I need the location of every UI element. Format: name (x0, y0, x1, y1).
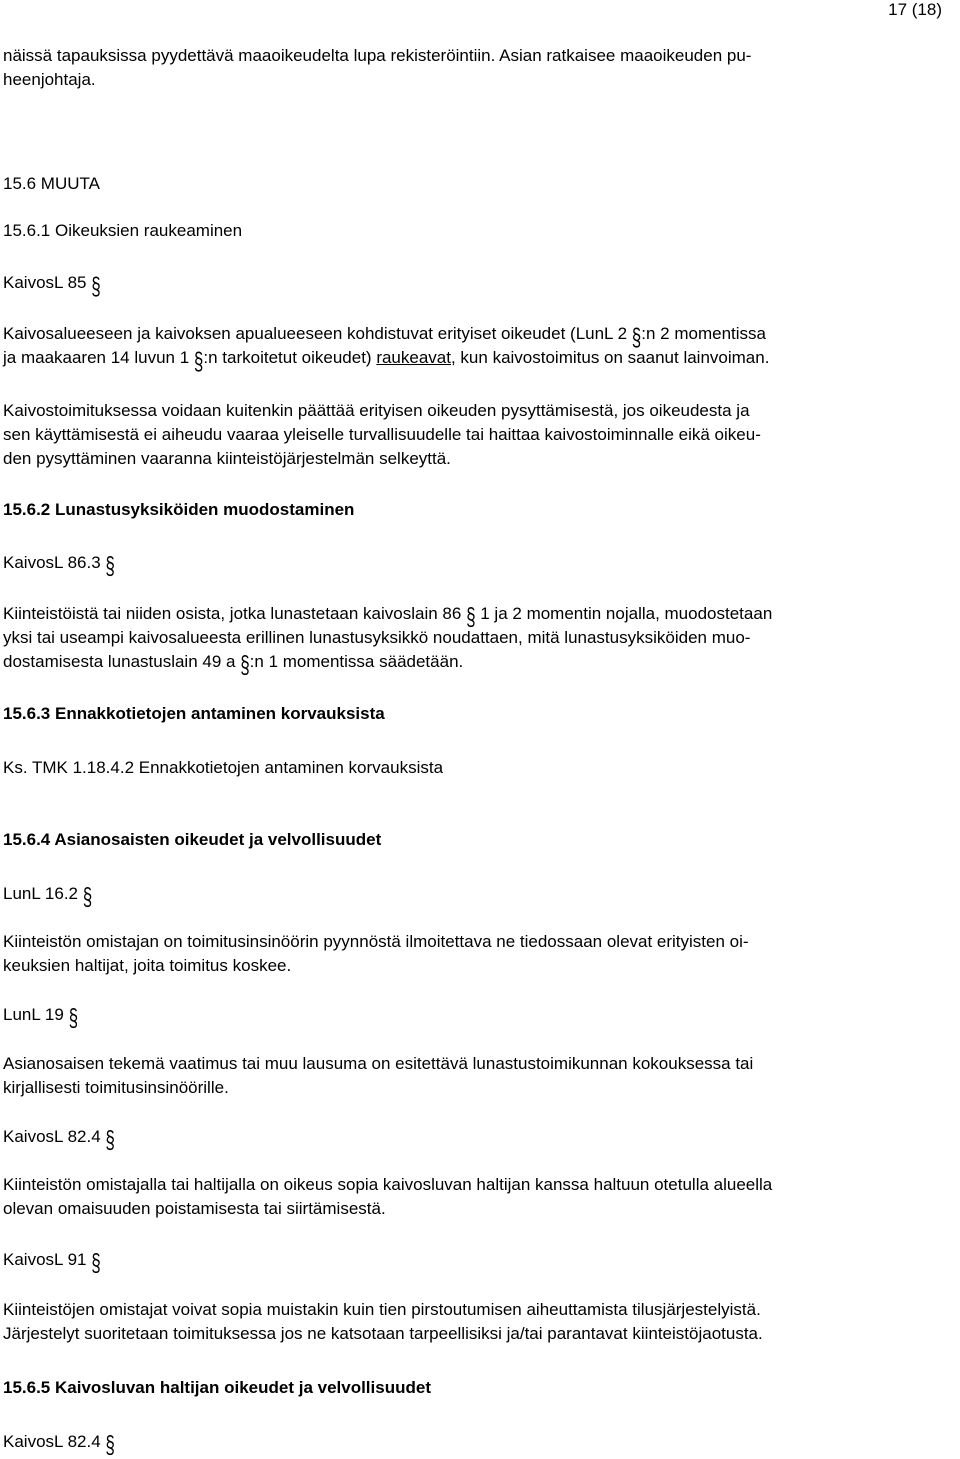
law-reference: LunL 16.2 § (3, 883, 93, 912)
section-heading-15-6-4: 15.6.4 Asianosaisten oikeudet ja velvollisuudet (3, 830, 382, 849)
paragraph: Kiinteistön omistajalla tai haltijalla on oikeus sopia kaivosluvan haltijan kanssa haltuun otetulla alueella olevan omaisuuden poistamisesta tai siirtämisestä. (3, 1175, 773, 1218)
section-sign: § (193, 347, 204, 376)
paragraph: Kaivostoimituksessa voidaan kuitenkin päättää erityisen oikeuden pysyttämisestä, jos oikeudesta ja sen käyttämisestä ei aiheudu vaaraa yleiselle turvallisuudelle tai haittaa kaivostoiminnalle eikä oikeu- den pysyttäminen vaaranna kiinteistöjärjestelmän selkeyttä. (3, 401, 761, 468)
section-sign: § (631, 323, 642, 352)
section-sign: § (91, 272, 101, 301)
law-reference: KaivosL 82.4 § (3, 1126, 115, 1155)
paragraph: Kiinteistön omistajan on toimitusinsinöörin pyynnöstä ilmoitettava ne tiedossaan olevat erityisten oi- keuksien haltijat, joita toimitus koskee. (3, 932, 749, 975)
section-heading-15-6-3: 15.6.3 Ennakkotietojen antaminen korvauksista (3, 704, 385, 723)
paragraph: Ks. TMK 1.18.4.2 Ennakkotietojen antaminen korvauksista (3, 758, 444, 777)
section-sign: § (105, 552, 115, 581)
page-number: 17 (18) (888, 0, 942, 19)
section-heading-15-6-5: 15.6.5 Kaivosluvan haltijan oikeudet ja velvollisuudet (3, 1378, 431, 1397)
underlined-term: raukeavat (376, 348, 451, 367)
section-sign: § (466, 603, 476, 632)
section-heading-15-6-2: 15.6.2 Lunastusyksiköiden muodostaminen (3, 500, 355, 519)
law-reference: KaivosL 82.4 § (3, 1431, 115, 1459)
law-reference: KaivosL 91 § (3, 1249, 101, 1278)
paragraph: Asianosaisen tekemä vaatimus tai muu lausuma on esitettävä lunastustoimikunnan kokouksessa tai kirjallisesti toimitusinsinöörille. (3, 1054, 754, 1097)
paragraph: Kiinteistöjen omistajat voivat sopia muistakin kuin tien pirstoutumisen aiheuttamista tilusjärjestelyistä. Järjestelyt suoritetaan toimituksessa jos ne katsotaan tarpeellisiksi ja/tai parantavat kiinteistöjaotusta. (3, 1300, 763, 1343)
section-sign: § (105, 1126, 115, 1155)
section-sign: § (240, 651, 250, 680)
section-sign: § (91, 1249, 101, 1278)
section-heading-15-6-1: 15.6.1 Oikeuksien raukeaminen (3, 221, 243, 240)
intro-paragraph: näissä tapauksissa pyydettävä maaoikeudelta lupa rekisteröintiin. Asian ratkaisee maaoikeuden pu- heenjohtaja. (3, 46, 752, 89)
paragraph: Kiinteistöistä tai niiden osista, jotka lunastetaan kaivoslain 86 § 1 ja 2 momentin nojalla, muodostetaan yksi tai useampi kaivosalueesta erillinen lunastusyksikkö noudattaen, mitä lunastusyksiköiden muo- dostamisesta lunastuslain 49 a §:n 1 momentissa säädetään. (3, 603, 773, 680)
section-sign: § (82, 883, 93, 912)
section-sign: § (68, 1004, 79, 1033)
paragraph: Kaivosalueeseen ja kaivoksen apualueeseen kohdistuvat erityiset oikeudet (LunL 2 §:n 2 momentissa ja maakaaren 14 luvun 1 §:n tarkoitetut oikeudet) raukeavat, kun kaivostoimitus on saanut lainvoiman. (3, 323, 770, 376)
section-heading-15-6: 15.6 MUUTA (3, 174, 100, 193)
law-reference: LunL 19 § (3, 1004, 79, 1033)
law-reference: KaivosL 85 § (3, 272, 101, 301)
law-reference: KaivosL 86.3 § (3, 552, 115, 581)
section-sign: § (105, 1431, 115, 1459)
